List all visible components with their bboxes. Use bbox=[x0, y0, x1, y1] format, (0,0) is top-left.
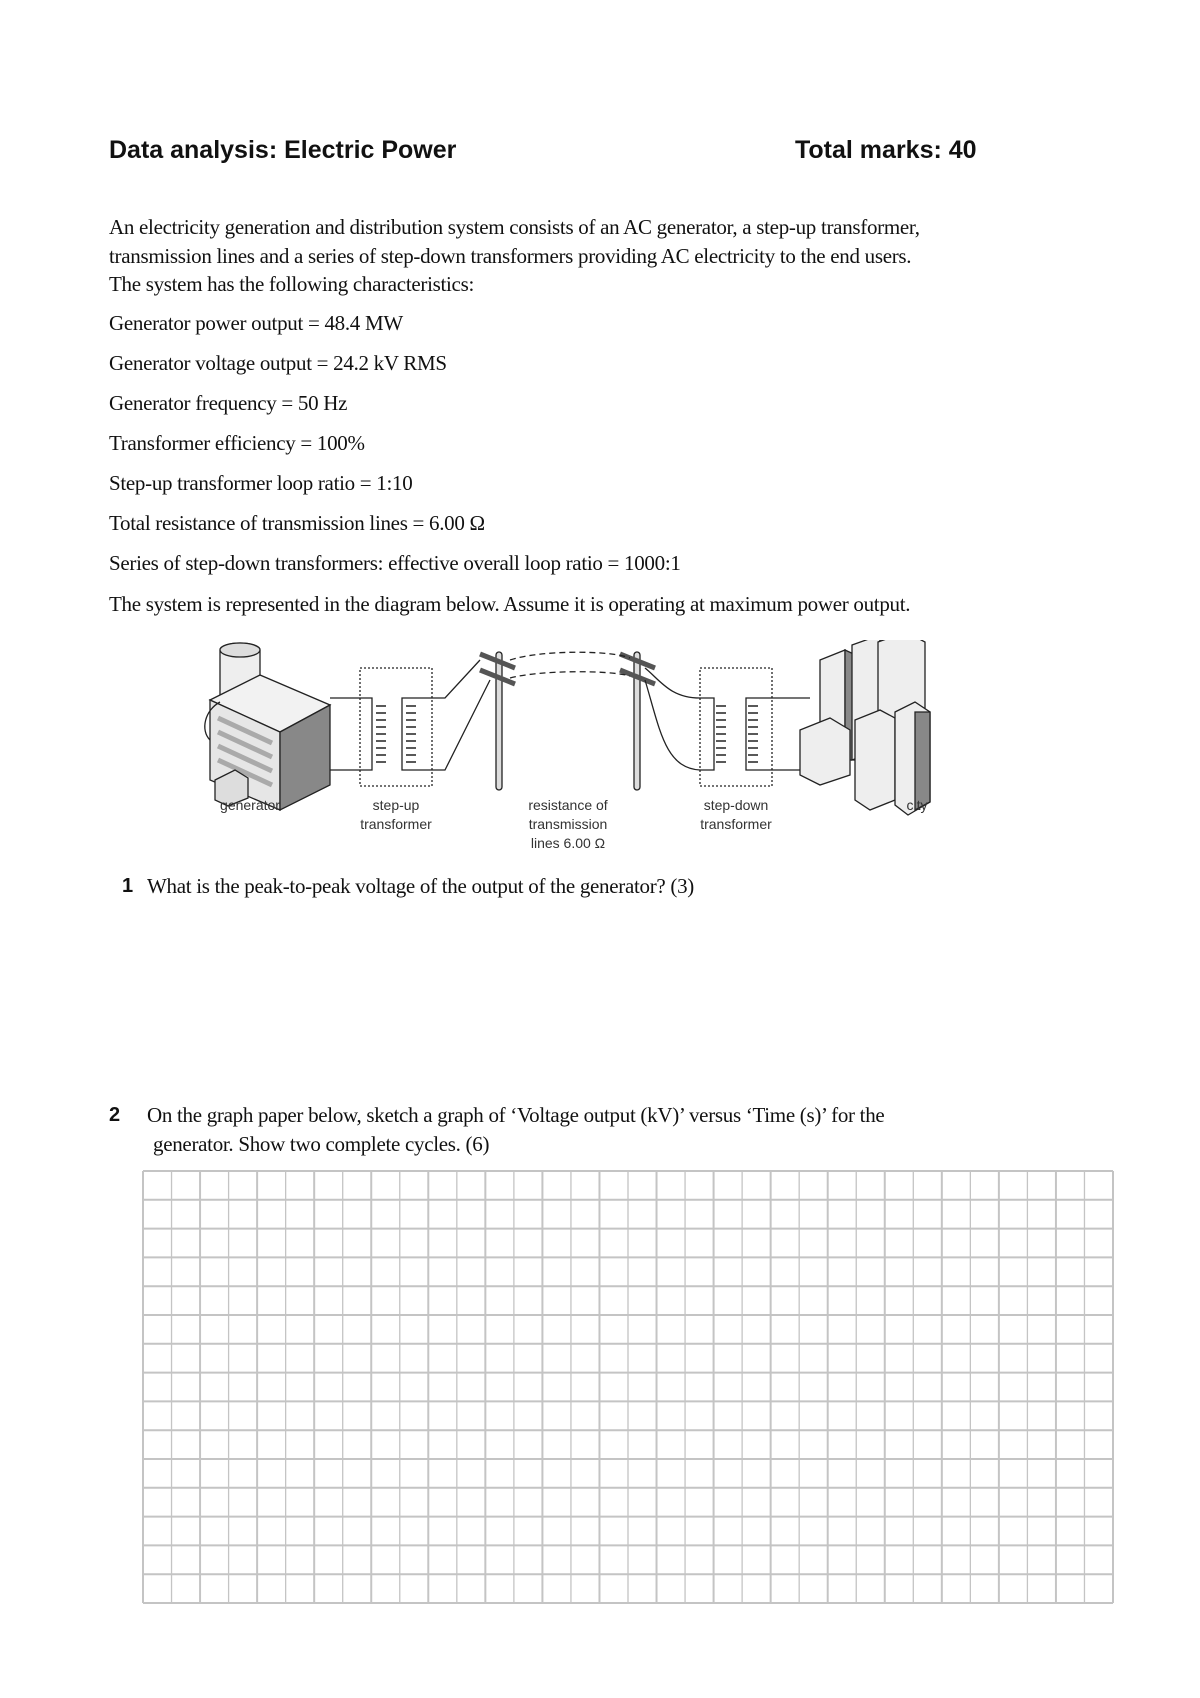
power-system-diagram bbox=[190, 640, 1010, 870]
characteristic: Generator frequency = 50 Hz bbox=[109, 391, 348, 415]
characteristic: Step-up transformer loop ratio = 1:10 bbox=[109, 471, 413, 495]
characteristic: Generator voltage output = 24.2 kV RMS bbox=[109, 351, 447, 375]
total-marks: Total marks: 40 bbox=[795, 136, 977, 164]
step-up-transformer-icon bbox=[330, 660, 490, 786]
label-city: city bbox=[906, 797, 928, 813]
graph-paper[interactable] bbox=[142, 1170, 1114, 1604]
label-generator: generator bbox=[220, 797, 280, 813]
characteristic: Transformer efficiency = 100% bbox=[109, 431, 365, 455]
characteristic: Generator power output = 48.4 MW bbox=[109, 311, 403, 335]
page-title: Data analysis: Electric Power bbox=[109, 136, 457, 164]
step-down-transformer-icon bbox=[645, 668, 810, 786]
characteristic: The system is represented in the diagram below. Assume it is operating at maximum power output. bbox=[109, 592, 911, 616]
question-1-number: 1 bbox=[122, 875, 134, 897]
label-step-up-transformer: transformer bbox=[360, 816, 432, 832]
generator-icon bbox=[205, 643, 330, 810]
question-1-text: What is the peak-to-peak voltage of the output of the generator? (3) bbox=[147, 874, 694, 898]
label-transmission: transmission bbox=[528, 816, 608, 832]
question-2-text: On the graph paper below, sketch a graph of ‘Voltage output (kV)’ versus ‘Time (s)’ for the bbox=[147, 1103, 885, 1127]
label-lines-resistance: lines 6.00 Ω bbox=[530, 835, 606, 851]
intro-line: The system has the following characteristics: bbox=[109, 272, 474, 296]
characteristic: Series of step-down transformers: effective overall loop ratio = 1000:1 bbox=[109, 551, 681, 575]
intro-line: transmission lines and a series of step-down transformers providing AC electricity to the end users. bbox=[109, 244, 912, 268]
question-2-number: 2 bbox=[109, 1104, 121, 1126]
label-resistance: resistance of bbox=[528, 797, 608, 813]
transmission-poles-icon bbox=[480, 652, 700, 790]
label-step-down-transformer: transformer bbox=[700, 816, 772, 832]
characteristic: Total resistance of transmission lines = 6.00 Ω bbox=[109, 511, 485, 535]
label-step-down: step-down bbox=[703, 797, 769, 813]
label-step-up: step-up bbox=[372, 797, 420, 813]
question-2-text-cont: generator. Show two complete cycles. (6) bbox=[153, 1132, 490, 1156]
city-icon bbox=[800, 640, 930, 815]
intro-line: An electricity generation and distribution system consists of an AC generator, a step-up transformer, bbox=[109, 215, 920, 239]
